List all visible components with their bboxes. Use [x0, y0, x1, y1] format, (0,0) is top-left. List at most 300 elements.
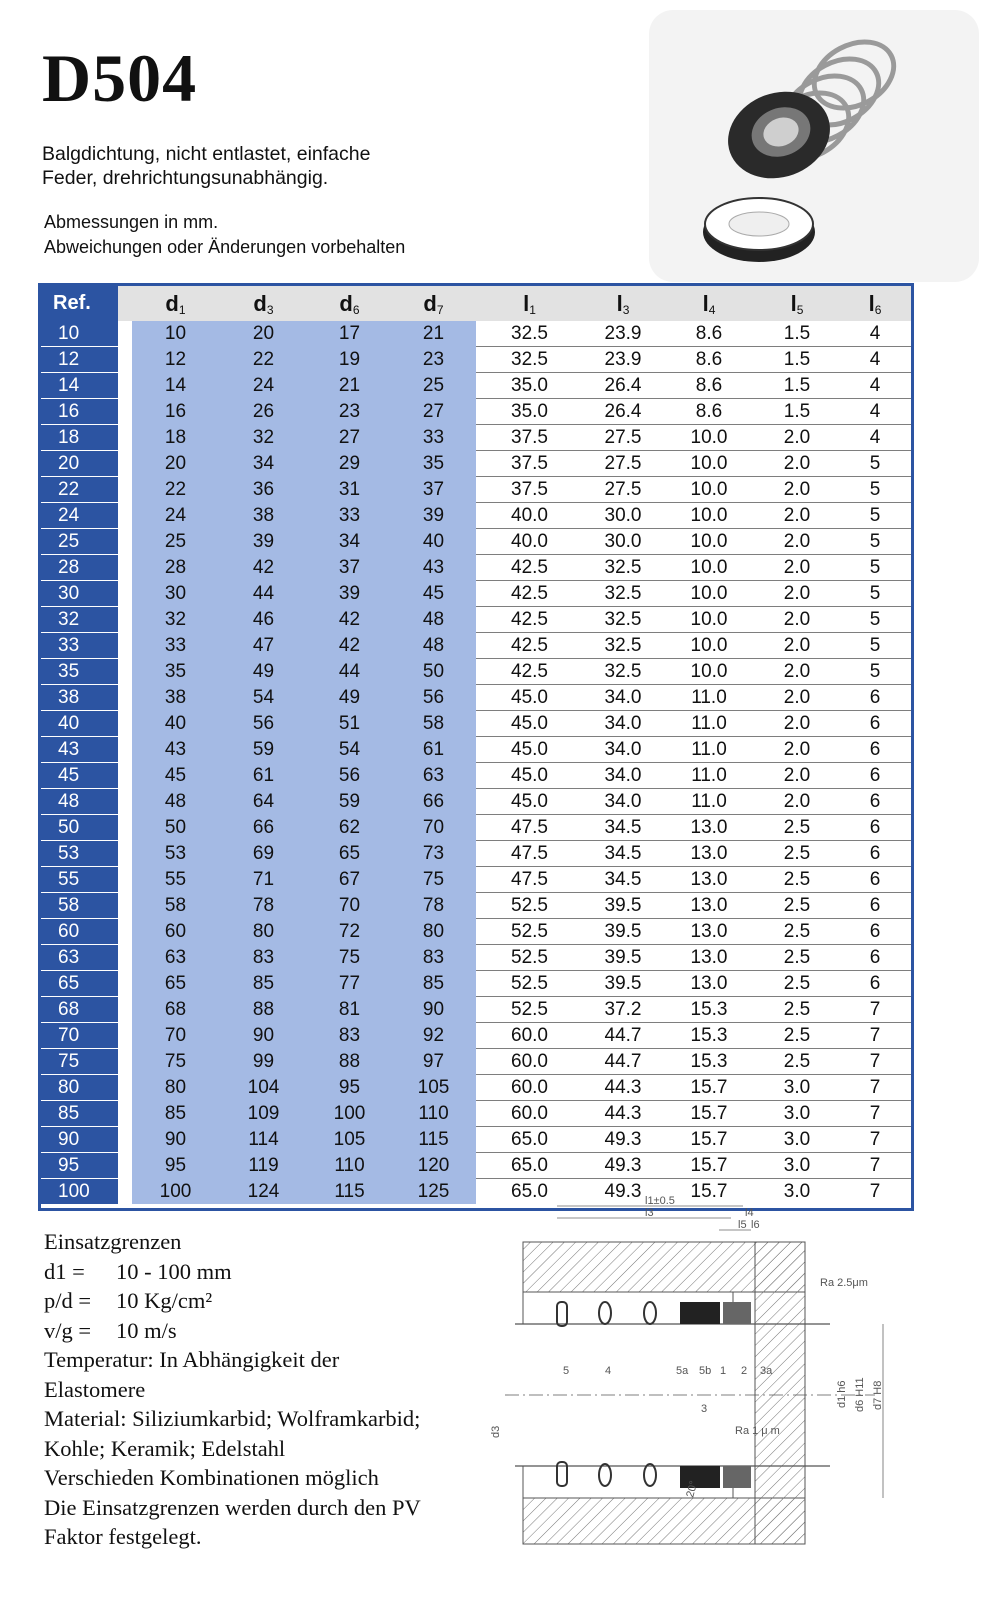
header-d6: $d_6$ [308, 286, 391, 321]
table-cell: 2.0 [755, 685, 839, 711]
table-cell: 64 [219, 789, 308, 815]
table-cell: 13.0 [663, 815, 755, 841]
table-cell: 73 [391, 841, 476, 867]
table-cell: 2.0 [755, 503, 839, 529]
table-cell: 6 [839, 945, 911, 971]
table-cell: 23 [391, 347, 476, 373]
table-row [41, 919, 911, 945]
technical-drawing [490, 1195, 900, 1550]
table-cell: 34.0 [583, 711, 663, 737]
dim-l1: l1±0.5 [645, 1195, 675, 1207]
table-cell: 49 [308, 685, 391, 711]
table-cell: 65 [132, 971, 219, 997]
ref-cell: 12 [41, 347, 118, 373]
table-cell: 34.0 [583, 685, 663, 711]
table-cell: 15.7 [663, 1153, 755, 1179]
table-cell: 2.0 [755, 659, 839, 685]
table-row [41, 867, 911, 893]
table-cell: 34 [308, 529, 391, 555]
row-spacer [118, 737, 132, 763]
part-4: 4 [605, 1365, 612, 1377]
table-cell: 115 [308, 1179, 391, 1205]
table-cell: 39 [391, 503, 476, 529]
table-cell: 61 [391, 737, 476, 763]
ref-cell: 33 [41, 633, 118, 659]
table-cell: 38 [132, 685, 219, 711]
table-cell: 2.0 [755, 737, 839, 763]
ref-cell: 68 [41, 997, 118, 1023]
table-cell: 2.0 [755, 763, 839, 789]
table-cell: 52.5 [476, 971, 583, 997]
table-cell: 6 [839, 867, 911, 893]
table-row [41, 607, 911, 633]
table-cell: 2.5 [755, 841, 839, 867]
table-cell: 5 [839, 503, 911, 529]
table-cell: 18 [132, 425, 219, 451]
table-cell: 95 [308, 1075, 391, 1101]
ref-cell: 25 [41, 529, 118, 555]
table-cell: 109 [219, 1101, 308, 1127]
limit-param: p/d = 10 Kg/cm² [44, 1288, 213, 1313]
header-d7: $d_7$ [391, 286, 476, 321]
table-cell: 52.5 [476, 997, 583, 1023]
table-cell: 56 [391, 685, 476, 711]
ref-cell: 14 [41, 373, 118, 399]
table-cell: 3.0 [755, 1075, 839, 1101]
table-cell: 48 [391, 607, 476, 633]
table-cell: 60.0 [476, 1101, 583, 1127]
table-cell: 19 [308, 347, 391, 373]
table-cell: 52.5 [476, 919, 583, 945]
table-cell: 23 [308, 399, 391, 425]
table-cell: 58 [391, 711, 476, 737]
table-cell: 55 [132, 867, 219, 893]
table-cell: 32 [132, 607, 219, 633]
row-spacer [118, 685, 132, 711]
dimensions-note [44, 210, 405, 260]
table-cell: 8.6 [663, 373, 755, 399]
table-cell: 56 [308, 763, 391, 789]
table-cell: 13.0 [663, 893, 755, 919]
table-cell: 1.5 [755, 399, 839, 425]
table-cell: 7 [839, 1179, 911, 1205]
table-cell: 13.0 [663, 841, 755, 867]
part-3: 3 [701, 1403, 708, 1415]
product-title: D504 [42, 40, 198, 116]
table-cell: 81 [308, 997, 391, 1023]
table-cell: 78 [219, 893, 308, 919]
table-cell: 32.5 [583, 555, 663, 581]
table-cell: 110 [308, 1153, 391, 1179]
table-cell: 37.2 [583, 997, 663, 1023]
table-cell: 49.3 [583, 1153, 663, 1179]
limit-param: d1 = 10 - 100 mm [44, 1258, 232, 1284]
row-spacer [118, 581, 132, 607]
part-5: 5 [563, 1365, 570, 1377]
table-cell: 35.0 [476, 373, 583, 399]
description-line: Feder, drehrichtungsunabhängig. [42, 167, 329, 189]
table-cell: 2.5 [755, 997, 839, 1023]
table-cell: 45.0 [476, 789, 583, 815]
table-cell: 34.5 [583, 815, 663, 841]
row-spacer [118, 607, 132, 633]
table-cell: 66 [219, 815, 308, 841]
row-spacer [118, 425, 132, 451]
ref-cell: 80 [41, 1075, 118, 1101]
table-cell: 15.7 [663, 1179, 755, 1205]
row-spacer [118, 997, 132, 1023]
table-cell: 7 [839, 997, 911, 1023]
table-cell: 2.5 [755, 1049, 839, 1075]
table-cell: 39.5 [583, 945, 663, 971]
table-cell: 80 [132, 1075, 219, 1101]
table-row [41, 1023, 911, 1049]
table-cell: 5 [839, 659, 911, 685]
table-cell: 100 [132, 1179, 219, 1205]
table-row [41, 1153, 911, 1179]
table-row [41, 737, 911, 763]
table-cell: 59 [219, 737, 308, 763]
table-cell: 37.5 [476, 477, 583, 503]
table-cell: 10.0 [663, 529, 755, 555]
table-row [41, 997, 911, 1023]
table-cell: 50 [391, 659, 476, 685]
spring-coils [557, 1302, 656, 1486]
table-cell: 1.5 [755, 373, 839, 399]
table-cell: 39 [219, 529, 308, 555]
limits-heading: Einsatzgrenzen [44, 1229, 182, 1254]
row-spacer [118, 1049, 132, 1075]
table-cell: 39.5 [583, 919, 663, 945]
ra-top-label: Ra 2.5μm [820, 1277, 868, 1289]
dimensions-table [38, 283, 914, 1211]
table-cell: 15.3 [663, 1023, 755, 1049]
table-row [41, 763, 911, 789]
row-spacer [118, 321, 132, 347]
row-spacer [118, 711, 132, 737]
table-cell: 7 [839, 1075, 911, 1101]
table-cell: 4 [839, 347, 911, 373]
table-cell: 5 [839, 477, 911, 503]
table-cell: 2.0 [755, 529, 839, 555]
ref-cell: 22 [41, 477, 118, 503]
row-spacer [118, 1127, 132, 1153]
ref-cell: 32 [41, 607, 118, 633]
header-l3: $l_3$ [583, 286, 663, 321]
table-cell: 34 [219, 451, 308, 477]
row-spacer [118, 555, 132, 581]
table-cell: 42.5 [476, 633, 583, 659]
table-cell: 34.0 [583, 737, 663, 763]
table-cell: 99 [219, 1049, 308, 1075]
table-cell: 23.9 [583, 321, 663, 347]
table-cell: 30.0 [583, 529, 663, 555]
table-cell: 34.0 [583, 789, 663, 815]
table-cell: 40 [391, 529, 476, 555]
table-row [41, 1101, 911, 1127]
table-cell: 27 [308, 425, 391, 451]
table-cell: 27 [391, 399, 476, 425]
table-cell: 2.0 [755, 581, 839, 607]
table-cell: 32.5 [583, 633, 663, 659]
dimensions-line: Abmessungen in mm. [44, 212, 219, 232]
table-cell: 124 [219, 1179, 308, 1205]
table-cell: 6 [839, 789, 911, 815]
table-cell: 35 [132, 659, 219, 685]
table-cell: 59 [308, 789, 391, 815]
table-cell: 16 [132, 399, 219, 425]
table-cell: 32.5 [476, 321, 583, 347]
table-cell: 80 [219, 919, 308, 945]
row-spacer [118, 945, 132, 971]
dim-d1: d1 h6 [836, 1380, 848, 1408]
ref-cell: 48 [41, 789, 118, 815]
table-cell: 26.4 [583, 399, 663, 425]
part-5a: 5a [676, 1365, 689, 1377]
part-5b: 5b [699, 1365, 712, 1377]
table-row [41, 685, 911, 711]
table-cell: 6 [839, 841, 911, 867]
table-cell: 56 [219, 711, 308, 737]
table-cell: 10.0 [663, 633, 755, 659]
ref-cell: 43 [41, 737, 118, 763]
table-cell: 32.5 [476, 347, 583, 373]
table-cell: 60 [132, 919, 219, 945]
row-spacer [118, 659, 132, 685]
table-row [41, 451, 911, 477]
table-cell: 30.0 [583, 503, 663, 529]
table-cell: 7 [839, 1153, 911, 1179]
limit-param: v/g = 10 m/s [44, 1317, 177, 1343]
table-cell: 2.0 [755, 607, 839, 633]
table-cell: 60.0 [476, 1075, 583, 1101]
row-spacer [118, 529, 132, 555]
ref-cell: 20 [41, 451, 118, 477]
row-spacer [118, 1153, 132, 1179]
product-photo [649, 10, 979, 282]
table-cell: 12 [132, 347, 219, 373]
table-row [41, 373, 911, 399]
ref-cell: 35 [41, 659, 118, 685]
table-cell: 38 [219, 503, 308, 529]
table-cell: 62 [308, 815, 391, 841]
row-spacer [118, 763, 132, 789]
limit-line: Material: Siliziumkarbid; Wolframkarbid; [44, 1406, 421, 1431]
table-cell: 83 [219, 945, 308, 971]
table-cell: 32.5 [583, 607, 663, 633]
table-cell: 104 [219, 1075, 308, 1101]
table-row [41, 399, 911, 425]
row-spacer [118, 1075, 132, 1101]
header-l1: $l_1$ [476, 286, 583, 321]
table-cell: 67 [308, 867, 391, 893]
table-row [41, 789, 911, 815]
table-cell: 37 [391, 477, 476, 503]
row-spacer [118, 399, 132, 425]
table-row [41, 503, 911, 529]
table-cell: 10.0 [663, 659, 755, 685]
row-spacer [118, 867, 132, 893]
table-cell: 10.0 [663, 581, 755, 607]
table-cell: 120 [391, 1153, 476, 1179]
table-cell: 15.3 [663, 997, 755, 1023]
table-cell: 7 [839, 1049, 911, 1075]
table-cell: 6 [839, 711, 911, 737]
description-line: Balgdichtung, nicht entlastet, einfache [42, 143, 371, 165]
table-cell: 60.0 [476, 1023, 583, 1049]
table-cell: 90 [219, 1023, 308, 1049]
row-spacer [118, 789, 132, 815]
shaft [505, 1324, 875, 1466]
table-cell: 26.4 [583, 373, 663, 399]
table-cell: 70 [308, 893, 391, 919]
header-l6: $l_6$ [839, 286, 911, 321]
table-cell: 2.0 [755, 633, 839, 659]
table-cell: 2.5 [755, 1023, 839, 1049]
table-cell: 21 [308, 373, 391, 399]
table-cell: 44.7 [583, 1049, 663, 1075]
table-body [41, 321, 911, 1204]
row-spacer [118, 919, 132, 945]
table-cell: 2.5 [755, 893, 839, 919]
table-row [41, 633, 911, 659]
table-cell: 4 [839, 321, 911, 347]
table-cell: 13.0 [663, 945, 755, 971]
ref-cell: 70 [41, 1023, 118, 1049]
row-spacer [118, 841, 132, 867]
table-cell: 42.5 [476, 581, 583, 607]
table-cell: 105 [391, 1075, 476, 1101]
ref-cell: 28 [41, 555, 118, 581]
row-spacer [118, 1179, 132, 1205]
table-cell: 17 [308, 321, 391, 347]
table-cell: 75 [391, 867, 476, 893]
table-cell: 65.0 [476, 1127, 583, 1153]
table-cell: 6 [839, 685, 911, 711]
row-spacer [118, 451, 132, 477]
table-cell: 95 [132, 1153, 219, 1179]
table-cell: 13.0 [663, 919, 755, 945]
table-cell: 58 [132, 893, 219, 919]
table-cell: 29 [308, 451, 391, 477]
row-spacer [118, 815, 132, 841]
table-cell: 2.5 [755, 971, 839, 997]
table-cell: 2.5 [755, 945, 839, 971]
row-spacer [118, 633, 132, 659]
limit-line: Kohle; Keramik; Edelstahl [44, 1435, 286, 1461]
table-cell: 24 [132, 503, 219, 529]
table-cell: 78 [391, 893, 476, 919]
table-cell: 114 [219, 1127, 308, 1153]
ref-cell: 45 [41, 763, 118, 789]
table-cell: 105 [308, 1127, 391, 1153]
table-cell: 42.5 [476, 659, 583, 685]
ref-cell: 16 [41, 399, 118, 425]
table-cell: 34.0 [583, 763, 663, 789]
table-row [41, 321, 911, 347]
table-cell: 47.5 [476, 815, 583, 841]
table-row [41, 1075, 911, 1101]
table-cell: 47 [219, 633, 308, 659]
table-cell: 2.0 [755, 425, 839, 451]
table-row [41, 841, 911, 867]
row-spacer [118, 1101, 132, 1127]
table-cell: 22 [132, 477, 219, 503]
table-cell: 3.0 [755, 1101, 839, 1127]
ref-cell: 40 [41, 711, 118, 737]
table-cell: 1.5 [755, 347, 839, 373]
table-cell: 42 [308, 633, 391, 659]
table-cell: 27.5 [583, 477, 663, 503]
table-cell: 52.5 [476, 945, 583, 971]
table-cell: 68 [132, 997, 219, 1023]
table-cell: 75 [132, 1049, 219, 1075]
table-cell: 46 [219, 607, 308, 633]
table-cell: 11.0 [663, 763, 755, 789]
table-cell: 83 [391, 945, 476, 971]
dimensions-line: Abweichungen oder Änderungen vorbehalten [44, 237, 406, 257]
ref-cell: 65 [41, 971, 118, 997]
row-spacer [118, 893, 132, 919]
table-cell: 100 [308, 1101, 391, 1127]
table-cell: 53 [132, 841, 219, 867]
table-cell: 44 [219, 581, 308, 607]
table-cell: 10.0 [663, 503, 755, 529]
table-cell: 7 [839, 1101, 911, 1127]
table-cell: 49.3 [583, 1127, 663, 1153]
product-description [42, 142, 462, 190]
table-cell: 10.0 [663, 607, 755, 633]
ref-cell: 53 [41, 841, 118, 867]
table-cell: 24 [219, 373, 308, 399]
table-cell: 8.6 [663, 399, 755, 425]
table-cell: 26 [219, 399, 308, 425]
table-cell: 34.5 [583, 841, 663, 867]
table-cell: 35 [391, 451, 476, 477]
table-cell: 2.0 [755, 451, 839, 477]
table-cell: 45 [132, 763, 219, 789]
table-cell: 10.0 [663, 477, 755, 503]
table-cell: 5 [839, 633, 911, 659]
table-cell: 42 [219, 555, 308, 581]
table-cell: 88 [219, 997, 308, 1023]
table-cell: 45 [391, 581, 476, 607]
table-cell: 6 [839, 763, 911, 789]
table-row [41, 425, 911, 451]
table-cell: 63 [391, 763, 476, 789]
table-cell: 11.0 [663, 685, 755, 711]
table-cell: 92 [391, 1023, 476, 1049]
table-cell: 36 [219, 477, 308, 503]
table-cell: 27.5 [583, 451, 663, 477]
table-cell: 6 [839, 971, 911, 997]
table-row [41, 529, 911, 555]
limit-line: Temperatur: In Abhängigkeit der [44, 1347, 340, 1372]
table-cell: 2.0 [755, 711, 839, 737]
table-cell: 10 [132, 321, 219, 347]
table-cell: 5 [839, 581, 911, 607]
table-cell: 70 [391, 815, 476, 841]
part-3a: 3a [760, 1365, 773, 1377]
table-cell: 45.0 [476, 763, 583, 789]
header-l4: $l_4$ [663, 286, 755, 321]
table-cell: 3.0 [755, 1179, 839, 1205]
table-cell: 15.3 [663, 1049, 755, 1075]
table-cell: 23.9 [583, 347, 663, 373]
table-cell: 40.0 [476, 529, 583, 555]
operating-limits [44, 1227, 494, 1552]
table-cell: 35.0 [476, 399, 583, 425]
